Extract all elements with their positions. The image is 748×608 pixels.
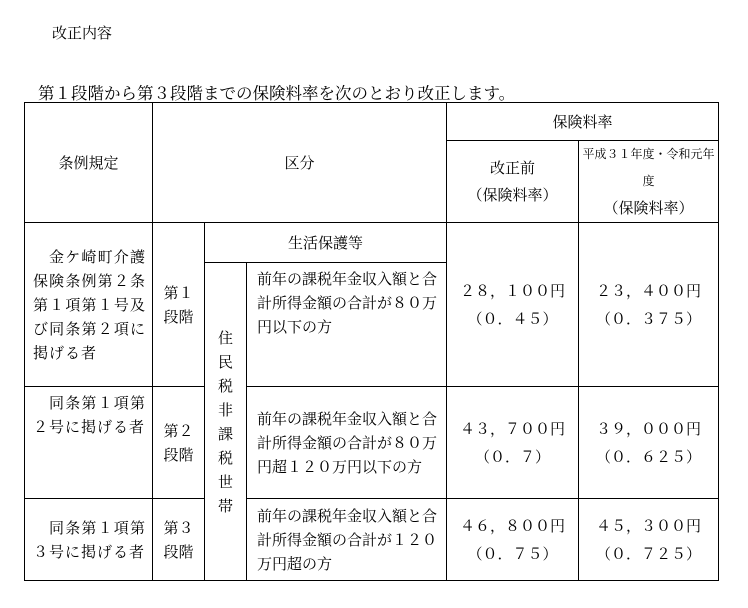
header-after xyxy=(579,141,719,223)
before-rate: （０．４５） xyxy=(467,309,558,328)
vertical-char: 住 xyxy=(217,328,233,347)
after-amount: ４５，３００円 xyxy=(595,516,701,535)
tier-label: 段階 xyxy=(163,445,194,464)
tier-label: 第２ xyxy=(163,421,194,440)
after-amount-cell xyxy=(579,499,719,581)
vertical-char: 帯 xyxy=(217,496,233,515)
header-before-label: 改正前 xyxy=(489,158,535,177)
header-before-sub: （保険料率） xyxy=(467,185,558,204)
intro-text: 第１段階から第３段階までの保険料率を次のとおり改正します。 xyxy=(38,84,516,103)
tier-cell xyxy=(153,387,205,499)
section-heading: 改正内容 xyxy=(52,24,113,42)
table-row-tier3 xyxy=(25,499,719,581)
tier-label: 段階 xyxy=(163,307,194,326)
after-amount: ２３，４００円 xyxy=(595,281,701,300)
description-cell: 前年の課税年金収入額と合計所得金額の合計が８０万円以下の方 xyxy=(247,263,447,387)
after-rate: （０．７２５） xyxy=(595,544,701,563)
tier-cell xyxy=(153,499,205,581)
description-cell: 前年の課税年金収入額と合計所得金額の合計が１２０万円超の方 xyxy=(247,499,447,581)
premium-rate-table xyxy=(24,102,719,581)
before-amount: ２８，１００円 xyxy=(459,281,565,300)
tier-label: 段階 xyxy=(163,542,194,561)
header-premium-rate: 保険料率 xyxy=(447,103,719,141)
ordinance-cell: 金ケ崎町介護保険条例第２条第１項第１号及び同条第２項に掲げる者 xyxy=(25,223,153,387)
vertical-char: 非 xyxy=(217,400,233,419)
before-amount: ４３，７００円 xyxy=(459,419,565,438)
resident-tax-exempt-category xyxy=(205,263,247,581)
table-row-tier2 xyxy=(25,387,719,499)
before-amount-cell xyxy=(447,223,579,387)
header-category: 区分 xyxy=(153,103,447,223)
description-cell: 前年の課税年金収入額と合計所得金額の合計が８０万円超１２０万円以下の方 xyxy=(247,387,447,499)
after-amount-cell xyxy=(579,387,719,499)
after-rate: （０．６２５） xyxy=(595,447,701,466)
ordinance-cell: 同条第１項第２号に掲げる者 xyxy=(25,387,153,499)
header-ordinance: 条例規定 xyxy=(25,103,153,223)
vertical-char: 課 xyxy=(217,424,233,443)
vertical-char: 税 xyxy=(217,448,233,467)
header-after-sub: （保険料率） xyxy=(603,199,694,217)
after-amount: ３９，０００円 xyxy=(595,419,701,438)
tier-label: 第１ xyxy=(163,283,194,302)
before-rate: （０．７５） xyxy=(467,544,558,563)
table-row-tier1-welfare xyxy=(25,223,719,263)
header-after-label: 平成３１年度・令和元年度 xyxy=(582,147,715,188)
before-amount-cell xyxy=(447,499,579,581)
vertical-char: 税 xyxy=(217,376,233,395)
ordinance-cell: 同条第１項第３号に掲げる者 xyxy=(25,499,153,581)
tier-cell xyxy=(153,223,205,387)
vertical-char: 世 xyxy=(217,472,233,491)
before-amount-cell xyxy=(447,387,579,499)
welfare-category: 生活保護等 xyxy=(205,223,447,263)
vertical-char: 民 xyxy=(217,352,233,371)
before-amount: ４６，８００円 xyxy=(459,516,565,535)
after-amount-cell xyxy=(579,223,719,387)
header-before xyxy=(447,141,579,223)
before-rate: （０．７） xyxy=(474,447,550,466)
tier-label: 第３ xyxy=(163,518,194,537)
header-row-1 xyxy=(25,103,719,141)
after-rate: （０．３７５） xyxy=(595,309,701,328)
